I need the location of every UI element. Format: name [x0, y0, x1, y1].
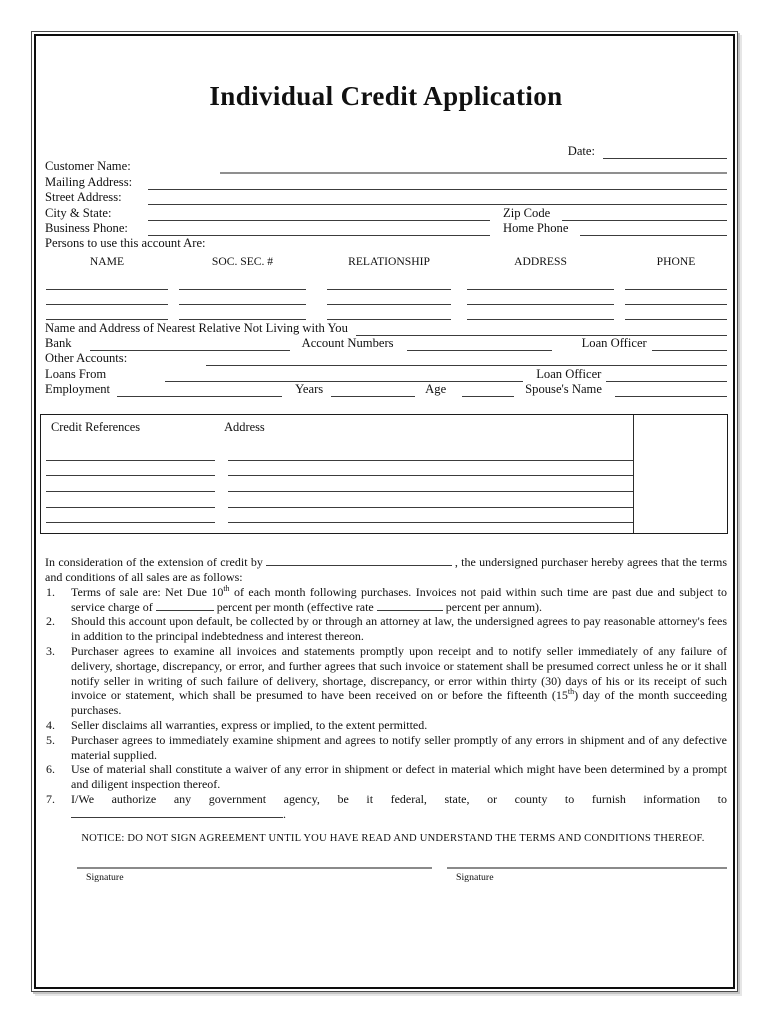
term-item-5-text: Purchaser agrees to immediately examine shipment and agrees to notify seller promptly of any errors in shipment and of any defective material supplied.	[71, 732, 727, 762]
other-accounts-row	[45, 351, 727, 366]
account-numbers-label: Account Numbers	[301, 336, 394, 351]
credit-address-header: Address	[224, 420, 265, 435]
effective-rate-blank[interactable]	[377, 600, 443, 611]
other-accounts-line[interactable]	[206, 352, 727, 366]
home-phone-label: Home Phone	[503, 220, 569, 235]
mailing-address-row	[45, 174, 727, 189]
credit-row-3	[41, 476, 727, 492]
credit-address-line[interactable]	[228, 448, 633, 461]
customer-name-line[interactable]	[220, 159, 727, 174]
credit-address-line[interactable]	[228, 495, 633, 508]
zip-code-line[interactable]	[562, 207, 727, 221]
term-item-6-text: Use of material shall constitute a waiver of any error in shipment or defect in material which might have been determined by a prompt and diligent inspection thereof.	[71, 762, 727, 792]
loan-officer-label: Loan Officer	[581, 336, 647, 351]
age-line[interactable]	[462, 383, 514, 397]
term-item-1-part4: percent per annum).	[445, 599, 543, 614]
credit-row-2	[41, 461, 727, 477]
account-numbers-line[interactable]	[407, 337, 552, 351]
business-phone-line[interactable]	[148, 222, 490, 236]
person-ssn-line[interactable]	[179, 292, 306, 305]
term-item-6	[45, 762, 727, 792]
term-item-7-number: 7.	[46, 791, 55, 806]
years-label: Years	[295, 382, 324, 397]
person-address-line[interactable]	[467, 277, 614, 290]
term-item-6-number: 6.	[46, 762, 55, 777]
term-item-5	[45, 733, 727, 763]
signature-section	[45, 867, 727, 883]
persons-intro-row	[45, 236, 727, 251]
age-label: Age	[425, 382, 447, 397]
term-item-4-number: 4.	[46, 717, 55, 732]
term-item-3-text	[71, 644, 727, 718]
term-item-3-number: 3.	[46, 643, 55, 658]
credit-row-1	[41, 445, 727, 461]
loan-officer-2-line[interactable]	[606, 368, 727, 382]
loans-from-label: Loans From	[45, 366, 107, 381]
credit-box-headers	[41, 415, 727, 435]
page-title: Individual Credit Application	[209, 81, 563, 111]
signature-block-right	[447, 867, 727, 883]
person-address-line[interactable]	[467, 292, 614, 305]
person-relationship-line[interactable]	[327, 292, 451, 305]
term-item-3-part2: ) day of the month succeeding purchases.	[71, 688, 727, 718]
bank-row	[45, 336, 727, 351]
signature-label-right: Signature	[456, 871, 494, 883]
person-row-1	[45, 274, 727, 289]
bank-label: Bank	[45, 336, 72, 351]
person-relationship-line[interactable]	[327, 307, 451, 320]
term-item-7	[45, 792, 727, 822]
superscript-th: th	[223, 583, 230, 593]
term-item-2-text: Should this account upon default, be collected by or through an attorney at law, the undersigned agrees to pay reasonable attorney's fees in addition to the principal indebtedness and interest thereon.	[71, 614, 727, 644]
spouse-name-line[interactable]	[615, 383, 727, 397]
term-item-1-part1: Terms of sale are: Net Due 10	[71, 584, 224, 599]
person-name-line[interactable]	[46, 277, 168, 290]
signature-label-left: Signature	[86, 871, 124, 883]
loans-from-line[interactable]	[165, 368, 523, 382]
terms-section	[45, 555, 727, 821]
nearest-relative-line[interactable]	[356, 322, 727, 336]
column-header-relationship: RELATIONSHIP	[348, 255, 430, 269]
years-line[interactable]	[331, 383, 415, 397]
customer-name-row	[45, 159, 727, 174]
employment-row	[45, 382, 727, 397]
nearest-relative-label: Name and Address of Nearest Relative Not Living with You	[45, 320, 348, 335]
credit-address-line[interactable]	[228, 463, 633, 476]
date-line[interactable]	[603, 145, 727, 159]
credit-references-header: Credit References	[51, 420, 141, 435]
credit-reference-line[interactable]	[46, 510, 215, 523]
creditor-name-blank[interactable]	[266, 555, 452, 566]
loan-officer-2-label: Loan Officer	[536, 366, 602, 381]
date-row	[45, 143, 727, 159]
terms-intro-post: , the undersigned purchaser hereby agrees that the terms and conditions of all sales are as follows:	[45, 555, 727, 584]
person-phone-line[interactable]	[625, 277, 727, 290]
loan-officer-line[interactable]	[652, 337, 727, 351]
terms-intro	[45, 555, 727, 585]
city-state-line[interactable]	[148, 207, 490, 221]
date-label: Date:	[567, 144, 595, 158]
term-item-1	[45, 585, 727, 615]
person-ssn-line[interactable]	[179, 307, 306, 320]
credit-row-5	[41, 508, 727, 524]
page-outer-border	[31, 31, 738, 992]
employment-label: Employment	[45, 382, 111, 397]
term-item-1-part3: percent per month (effective rate	[216, 599, 374, 614]
home-phone-line[interactable]	[580, 222, 727, 236]
person-address-line[interactable]	[467, 307, 614, 320]
loans-from-row	[45, 366, 727, 381]
credit-reference-line[interactable]	[46, 448, 215, 461]
other-accounts-label: Other Accounts:	[45, 351, 128, 366]
persons-column-headers	[45, 252, 727, 268]
page-inner-border	[34, 34, 735, 989]
employment-line[interactable]	[117, 383, 282, 397]
column-header-ssn: SOC. SEC. #	[211, 255, 274, 269]
service-charge-blank[interactable]	[156, 600, 214, 611]
column-header-address: ADDRESS	[514, 255, 567, 269]
person-phone-line[interactable]	[625, 292, 727, 305]
city-state-row	[45, 205, 727, 220]
mailing-address-line[interactable]	[148, 176, 727, 190]
signature-block-left	[77, 867, 432, 883]
term-item-1-text	[71, 585, 727, 615]
term-item-3-part1: Purchaser agrees to examine all invoices and statements promptly upon receipt and to notify seller immediately of any failure of delivery, shortage, discrepancy, or error, and further agrees that such invoice or statement shall be presumed correct unless he or it shall notify seller in writing of such failure of delivery, shortage, discrepancy, or error within thirty (30) days of his or its receipt of such invoice or statement, which shall be presumed to have been received on or before the fifteenth (15	[71, 643, 727, 703]
term-item-3	[45, 644, 727, 718]
credit-reference-line[interactable]	[46, 495, 215, 508]
credit-box-vertical-divider	[633, 415, 634, 533]
person-name-line[interactable]	[46, 292, 168, 305]
person-relationship-line[interactable]	[327, 277, 451, 290]
persons-intro-label: Persons to use this account Are:	[45, 236, 206, 251]
credit-row-4	[41, 492, 727, 508]
city-state-label: City & State:	[45, 205, 112, 220]
zip-code-label: Zip Code	[503, 205, 551, 220]
credit-box-rows	[41, 445, 727, 523]
term-item-2	[45, 614, 727, 644]
street-address-label: Street Address:	[45, 190, 122, 205]
term-item-5-number: 5.	[46, 732, 55, 747]
term-item-1-number: 1.	[46, 584, 55, 599]
term-item-7-text	[71, 792, 727, 822]
term-item-1-part2: of each month following purchases. Invoices not paid within such time are past due and subject to service charge of	[71, 584, 727, 614]
business-phone-row	[45, 221, 727, 236]
column-header-phone: PHONE	[656, 255, 696, 269]
spouse-name-label: Spouse's Name	[525, 382, 602, 397]
person-row-2	[45, 290, 727, 305]
nearest-relative-row	[45, 320, 727, 335]
term-item-7-part1: I/We authorize any government agency, be it federal, state, or county to furnish information to	[71, 791, 727, 806]
term-item-4	[45, 718, 727, 733]
street-address-line[interactable]	[148, 191, 727, 205]
mailing-address-label: Mailing Address:	[45, 174, 133, 189]
terms-intro-pre: In consideration of the extension of credit by	[45, 555, 263, 570]
bank-line[interactable]	[90, 337, 290, 351]
business-phone-label: Business Phone:	[45, 220, 128, 235]
person-name-line[interactable]	[46, 307, 168, 320]
term-item-4-text: Seller disclaims all warranties, express or implied, to the extent permitted.	[71, 717, 428, 732]
notice-text: NOTICE: DO NOT SIGN AGREEMENT UNTIL YOU HAVE READ AND UNDERSTAND THE TERMS AND CONDITIONS THEREOF.	[81, 832, 705, 844]
credit-references-box	[40, 414, 728, 534]
agency-info-blank[interactable]	[71, 807, 283, 818]
column-header-name: NAME	[89, 255, 125, 269]
superscript-th: th	[567, 687, 575, 697]
customer-name-label: Customer Name:	[45, 159, 131, 174]
term-item-2-number: 2.	[46, 614, 55, 629]
credit-reference-line[interactable]	[46, 479, 215, 492]
person-row-3	[45, 305, 727, 320]
term-item-7-period: .	[283, 806, 286, 821]
credit-address-line[interactable]	[228, 510, 633, 523]
street-address-row	[45, 190, 727, 205]
person-ssn-line[interactable]	[179, 277, 306, 290]
credit-address-line[interactable]	[228, 479, 633, 492]
credit-reference-line[interactable]	[46, 463, 215, 476]
person-phone-line[interactable]	[625, 307, 727, 320]
